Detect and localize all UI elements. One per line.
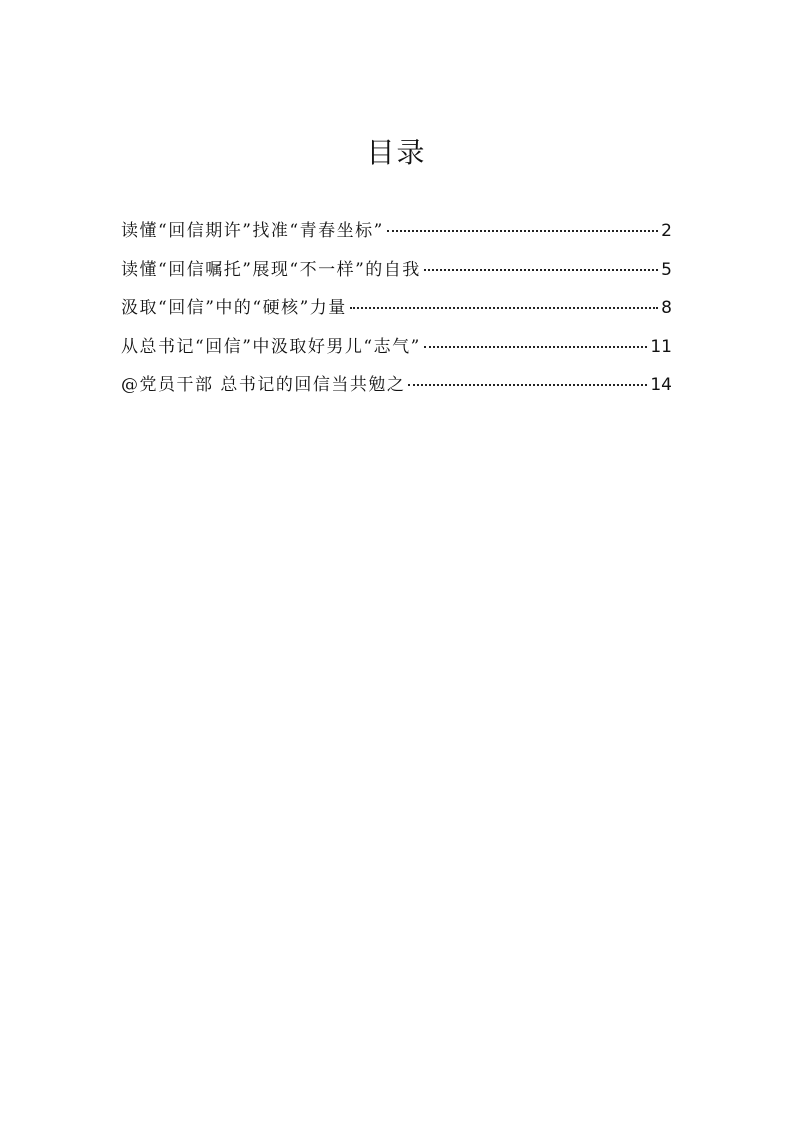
- table-of-contents: [121, 216, 672, 409]
- toc-entry-title: 汲取“回信”中的“硬核”力量: [121, 298, 347, 318]
- toc-entry[interactable]: [121, 332, 672, 371]
- toc-page-number: 14: [650, 375, 672, 395]
- toc-page-number: 11: [650, 336, 672, 357]
- dot-leader: [350, 307, 658, 309]
- page-title: 目录: [366, 136, 427, 169]
- dot-leader: [424, 269, 658, 271]
- toc-entry[interactable]: [121, 293, 672, 332]
- toc-entry-title: 从总书记“回信”中汲取好男儿“志气”: [121, 336, 421, 357]
- dot-leader: [387, 230, 658, 232]
- toc-page-number: 8: [661, 298, 672, 318]
- toc-entry-title: @党员干部 总书记的回信当共勉之: [121, 375, 406, 395]
- dot-leader: [408, 384, 647, 386]
- toc-entry[interactable]: [121, 255, 672, 294]
- toc-entry-title: 读懂“回信嘱托”展现“不一样”的自我: [121, 259, 421, 280]
- toc-page-number: 5: [661, 259, 672, 280]
- toc-page-number: 2: [661, 221, 672, 241]
- toc-entry-title: 读懂“回信期许”找准“青春坐标”: [121, 221, 384, 241]
- toc-entry[interactable]: [121, 370, 672, 409]
- toc-entry[interactable]: [121, 216, 672, 255]
- dot-leader: [424, 346, 648, 348]
